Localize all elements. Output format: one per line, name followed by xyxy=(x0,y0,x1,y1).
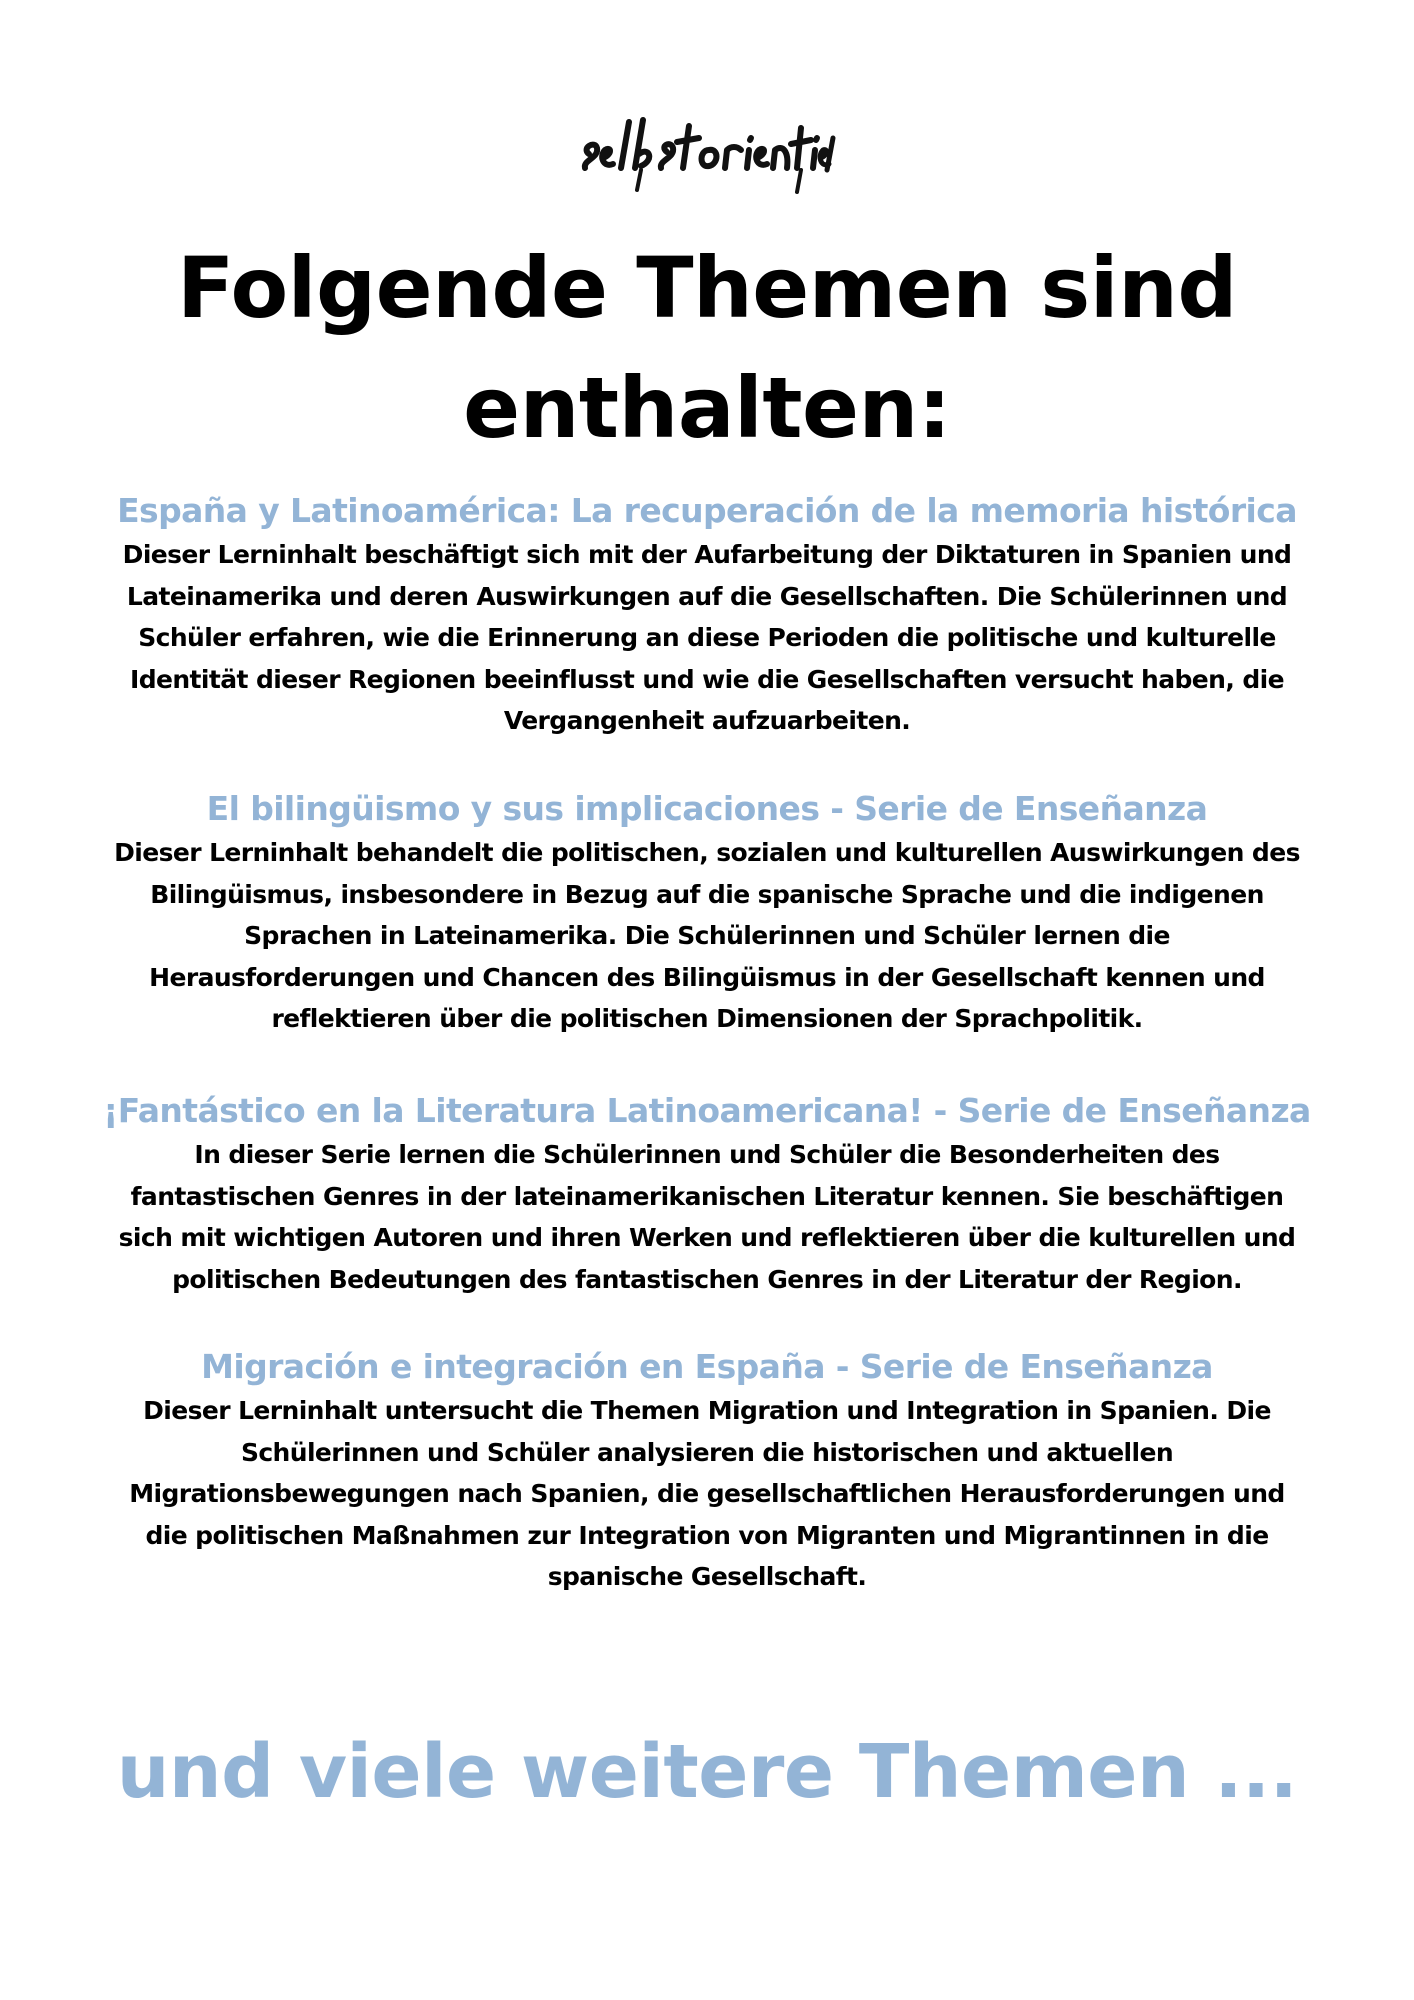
page-title xyxy=(0,228,1414,468)
topic-description-line: spanische Gesellschaft. xyxy=(547,1562,867,1591)
topic-description-line: Herausforderungen und Chancen des Bilingüismus in der Gesellschaft kennen und xyxy=(149,962,1265,992)
topic-description-line: sich mit wichtigen Autoren und ihren Werken und reflektieren über die kulturellen und xyxy=(118,1223,1296,1252)
topic-description-line: politischen Bedeutungen des fantastischen Genres in der Literatur der Region. xyxy=(172,1264,1242,1294)
topic-description-line: Dieser Lerninhalt beschäftigt sich mit der Aufarbeitung der Diktaturen in Spanien und xyxy=(122,540,1292,569)
topic-heading: Migración e integración en España - Serie de Enseñanza xyxy=(201,1347,1213,1386)
topic-description-line: Bilingüismus, insbesondere in Bezug auf die spanische Sprache und die indigenen xyxy=(150,879,1264,909)
topic-description-line: die politischen Maßnahmen zur Integration von Migranten und Migrantinnen in die xyxy=(145,1520,1269,1550)
brand-logo-wordmark xyxy=(577,108,837,198)
topic-description xyxy=(20,1134,1394,1300)
topic-description-line: Identität dieser Regionen beeinflusst und wie die Gesellschaften versucht haben, die xyxy=(130,664,1284,694)
topic-description-line: fantastischen Genres in der lateinamerikanischen Literatur kennen. Sie beschäftigen xyxy=(130,1181,1284,1211)
topic-description-line: Sprachen in Lateinamerika. Die Schülerinnen und Schüler lernen die xyxy=(244,921,1170,950)
topic-description xyxy=(20,832,1394,1040)
topic-description-line: Dieser Lerninhalt behandelt die politischen, sozialen und kulturellen Auswirkungen des xyxy=(114,838,1300,867)
topic-description-line: Migrationsbewegungen nach Spanien, die gesellschaftlichen Herausforderungen und xyxy=(129,1479,1285,1508)
topic-description-line: reflektieren über die politischen Dimensionen der Sprachpolitik. xyxy=(271,1004,1143,1033)
topic-heading: El bilingüismo y sus implicaciones - Serie de Enseñanza xyxy=(206,789,1208,828)
page-title-line-1: Folgende Themen sind xyxy=(176,239,1238,337)
topic-description xyxy=(20,534,1394,742)
topic-description-line: Lateinamerika und deren Auswirkungen auf die Gesellschaften. Die Schülerinnen und xyxy=(126,581,1288,611)
topic-description-line: Schülerinnen und Schüler analysieren die historischen und aktuellen xyxy=(240,1437,1174,1467)
topic-description-line: Dieser Lerninhalt untersucht die Themen Migration und Integration in Spanien. Die xyxy=(143,1396,1271,1425)
topic-heading: España y Latinoamérica: La recuperación de la memoria histórica xyxy=(117,491,1297,530)
topic-memoria-historica xyxy=(20,488,1394,742)
brand-logo xyxy=(0,108,1414,202)
topic-description-line: In dieser Serie lernen die Schülerinnen und Schüler die Besonderheiten des xyxy=(194,1140,1220,1169)
topic-description-line: Vergangenheit aufzuarbeiten. xyxy=(503,706,911,735)
topic-fantastico xyxy=(20,1088,1394,1300)
topic-heading: ¡Fantástico en la Literatura Latinoamericana! - Serie de Enseñanza xyxy=(103,1091,1311,1130)
topic-migracion xyxy=(20,1344,1394,1598)
closing-text: und viele weitere Themen ... xyxy=(116,1729,1298,1815)
topic-description xyxy=(20,1390,1394,1598)
topic-bilinguismo xyxy=(20,786,1394,1040)
page-title-line-2: enthalten: xyxy=(463,359,951,457)
topic-description-line: Schüler erfahren, wie die Erinnerung an diese Perioden die politische und kulturelle xyxy=(138,623,1276,652)
